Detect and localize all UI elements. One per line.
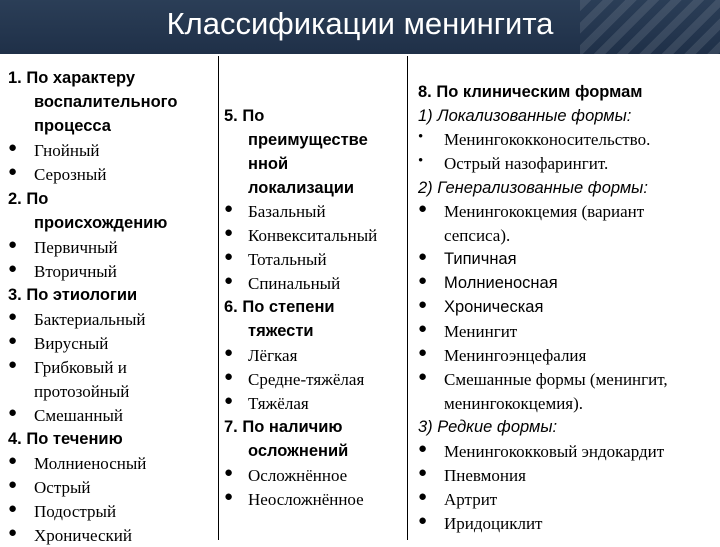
list-item: Грибковый и xyxy=(34,358,127,377)
list-item: Артрит xyxy=(444,490,498,509)
heading-course: 4. По течению xyxy=(8,430,123,448)
list-item: Тяжёлая xyxy=(248,394,309,413)
list-item: Вирусный xyxy=(34,334,109,353)
bullet-icon: ● xyxy=(418,489,428,505)
list-item: Менингит xyxy=(444,322,518,341)
heading-complications-cont: осложнений xyxy=(248,442,349,460)
heading-origin: 2. По xyxy=(8,190,49,208)
bullet-icon: ● xyxy=(224,225,234,241)
bullet-icon: ● xyxy=(8,357,18,373)
subheading-generalized: 2) Генерализованные формы: xyxy=(418,179,648,197)
heading-complications: 7. По наличию xyxy=(224,418,343,436)
heading-etiology: 3. По этиологии xyxy=(8,286,138,304)
bullet-icon: ● xyxy=(418,345,428,361)
bullet-icon: ● xyxy=(8,405,18,421)
bullet-icon: ● xyxy=(418,513,428,529)
list-item: Вторичный xyxy=(34,262,117,281)
heading-localization: 5. По xyxy=(224,107,265,125)
list-item: Подострый xyxy=(34,502,117,521)
bullet-icon: • xyxy=(418,129,424,145)
list-item-cont: протозойный xyxy=(34,382,130,401)
list-item: Иридоциклит xyxy=(444,514,543,533)
bullet-icon: ● xyxy=(224,201,234,217)
bullet-icon: ● xyxy=(8,309,18,325)
list-item: Серозный xyxy=(34,165,107,184)
bullet-icon: ● xyxy=(8,261,18,277)
list-item: Базальный xyxy=(248,202,326,221)
slide-header xyxy=(0,0,720,54)
list-item: Острый назофарингит. xyxy=(444,154,609,173)
list-item: Хронический xyxy=(34,526,132,545)
subheading-rare: 3) Редкие формы: xyxy=(418,418,558,436)
bullet-icon: ● xyxy=(418,441,428,457)
bullet-icon: ● xyxy=(418,465,428,481)
column-divider-1 xyxy=(218,56,219,540)
list-item: Неосложнённое xyxy=(248,490,364,509)
bullet-icon: ● xyxy=(224,465,234,481)
bullet-icon: ● xyxy=(224,273,234,289)
bullet-icon: ● xyxy=(8,453,18,469)
bullet-icon: • xyxy=(418,153,424,169)
bullet-icon: ● xyxy=(224,393,234,409)
bullet-icon: ● xyxy=(224,345,234,361)
list-item: Гнойный xyxy=(34,141,100,160)
heading-severity: 6. По степени xyxy=(224,298,335,316)
list-item: Смешанные формы (менингит, xyxy=(444,370,668,389)
list-item-cont: сепсиса). xyxy=(444,226,511,245)
heading-localization-cont: преимуществе xyxy=(248,131,368,149)
bullet-icon: ● xyxy=(224,369,234,385)
heading-clinical-forms: 8. По клиническим формам xyxy=(418,83,643,101)
list-item: Типичная xyxy=(444,250,517,268)
heading-severity-cont: тяжести xyxy=(248,322,314,340)
list-item: Менингококцемия (вариант xyxy=(444,202,645,221)
list-item: Конвекситальный xyxy=(248,226,378,245)
bullet-icon: ● xyxy=(224,249,234,265)
list-item: Бактериальный xyxy=(34,310,146,329)
bullet-icon: ● xyxy=(8,333,18,349)
heading-inflammation-cont2: процесса xyxy=(34,117,111,135)
list-item: Молниеносная xyxy=(444,274,558,292)
bullet-icon: ● xyxy=(8,525,18,541)
list-item: Менингококковый эндокардит xyxy=(444,442,665,461)
list-item: Менингоэнцефалия xyxy=(444,346,587,365)
list-item: Лёгкая xyxy=(248,346,298,365)
list-item: Средне-тяжёлая xyxy=(248,370,365,389)
bullet-icon: ● xyxy=(8,237,18,253)
list-item: Острый xyxy=(34,478,91,497)
list-item-cont: менингококцемия). xyxy=(444,394,584,413)
bullet-icon: ● xyxy=(418,369,428,385)
heading-localization-cont3: локализации xyxy=(248,179,354,197)
bullet-icon: ● xyxy=(418,297,428,313)
heading-origin-cont: происхождению xyxy=(34,214,168,232)
list-item: Пневмония xyxy=(444,466,526,485)
list-item: Осложнённое xyxy=(248,466,348,485)
heading-inflammation: 1. По характеру xyxy=(8,69,136,87)
list-item: Менингококконосительство. xyxy=(444,130,651,149)
bullet-icon: ● xyxy=(418,201,428,217)
list-item: Смешанный xyxy=(34,406,123,425)
bullet-icon: ● xyxy=(8,501,18,517)
bullet-icon: ● xyxy=(224,489,234,505)
list-item: Спинальный xyxy=(248,274,341,293)
list-item: Молниеносный xyxy=(34,454,147,473)
heading-localization-cont2: нной xyxy=(248,155,289,173)
column-divider-2 xyxy=(407,56,408,540)
bullet-icon: ● xyxy=(8,477,18,493)
bullet-icon: ● xyxy=(8,164,18,180)
list-item: Тотальный xyxy=(248,250,327,269)
bullet-icon: ● xyxy=(418,249,428,265)
slide-title: Классификации менингита xyxy=(166,6,554,41)
list-item: Хроническая xyxy=(444,298,544,316)
subheading-localized: 1) Локализованные формы: xyxy=(418,107,632,125)
bullet-icon: ● xyxy=(8,140,18,156)
bullet-icon: ● xyxy=(418,273,428,289)
bullet-icon: ● xyxy=(418,321,428,337)
heading-inflammation-cont: воспалительного xyxy=(34,93,178,111)
list-item: Первичный xyxy=(34,238,118,257)
